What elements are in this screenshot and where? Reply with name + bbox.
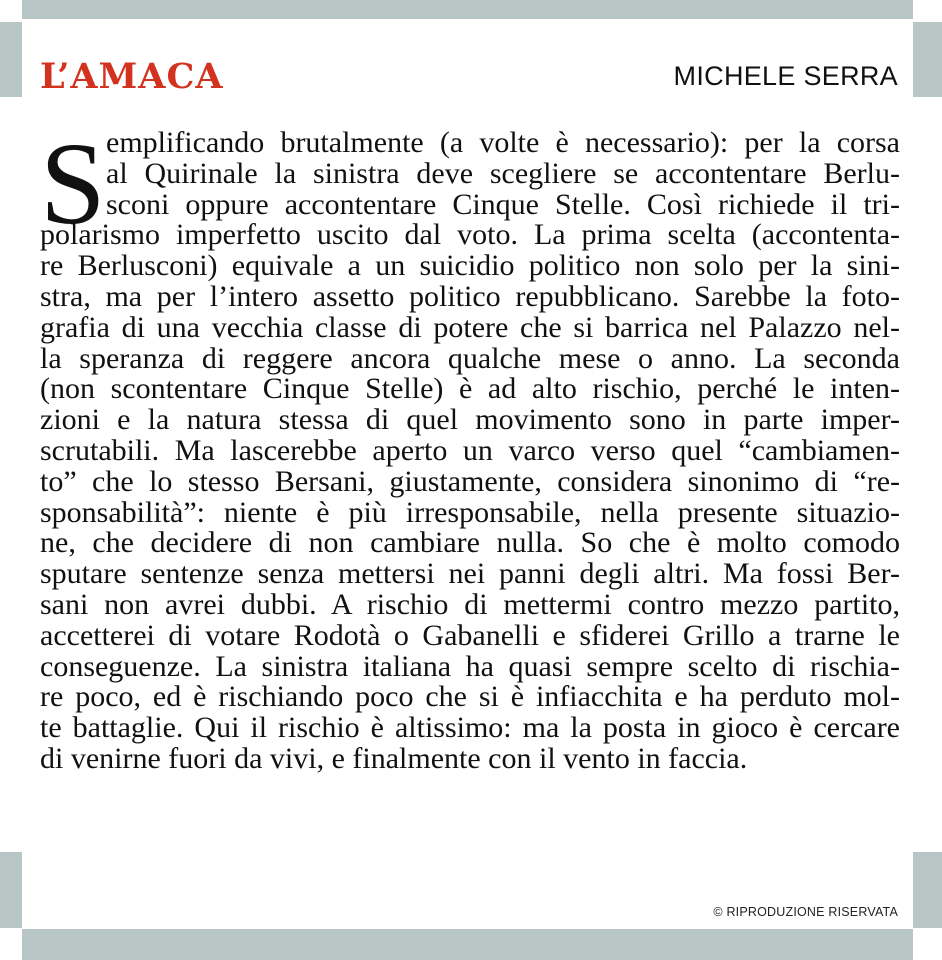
frame-band-bottom [22,929,913,960]
article-line: la speranza di reggere ancora qualche mese o anno. La seconda [40,341,900,375]
article-line: re Berlusconi) equivale a un suicidio politico non solo per la sini- [40,249,900,283]
article-line: emplificando brutalmente (a volte è necessario): per la corsa [106,126,900,159]
column-title: L’AMACA [40,56,224,97]
drop-cap: S [40,118,106,249]
article-line: te battaglie. Qui il rischio è altissimo: ma la posta in gioco è cercare [40,711,900,745]
article-line: to” che lo stesso Bersani, giustamente, considera sinonimo di “re- [40,464,900,498]
article-line: sani non avrei dubbi. A rischio di mettermi contro mezzo partito, [40,587,900,621]
article-line: conseguenze. La sinistra italiana ha quasi sempre scelto di rischia- [40,649,900,683]
article-line: al Quirinale la sinistra deve scegliere se accontentare Berlu- [106,156,900,190]
article-line: stra, ma per l’intero assetto politico repubblicano. Sarebbe la foto- [40,279,900,313]
article-line: sponsabilità”: niente è più irresponsabile, nella presente situazio- [40,495,900,529]
frame-band-left-bottom [0,852,22,928]
author-name: MICHELE SERRA [673,61,898,91]
article-line: zioni e la natura stessa di quel movimento sono in parte imper- [40,403,900,437]
article-line: di venirne fuori da vivi, e finalmente con il vento in faccia. [40,741,748,775]
frame-band-left-top [0,22,22,97]
frame-band-top [22,0,913,19]
article-line: scrutabili. Ma lascerebbe aperto un varco verso quel “cambiamen- [40,433,900,467]
article-body [40,118,900,775]
article-line: polarismo imperfetto uscito dal voto. La prima scelta (accontenta- [40,218,900,252]
article-line: grafia di una vecchia classe di potere che si barrica nel Palazzo nel- [40,310,900,344]
frame-band-right-bottom [913,852,942,928]
article-line: ne, che decidere di non cambiare nulla. So che è molto comodo [40,526,900,560]
article-line: sconi oppure accontentare Cinque Stelle. Così richiede il tri- [106,187,900,221]
frame-band-right-top [913,22,942,97]
article-line: accetterei di votare Rodotà o Gabanelli e sfiderei Grillo a trarne le [40,618,900,652]
article-line: (non scontentare Cinque Stelle) è ad alto rischio, perché le inten- [40,372,900,406]
copyright-notice: © RIPRODUZIONE RISERVATA [713,905,898,919]
article-line: sputare sentenze senza mettersi nei panni degli altri. Ma fossi Ber- [40,557,900,591]
article-line: re poco, ed è rischiando poco che si è infiacchita e ha perduto mol- [40,680,900,714]
